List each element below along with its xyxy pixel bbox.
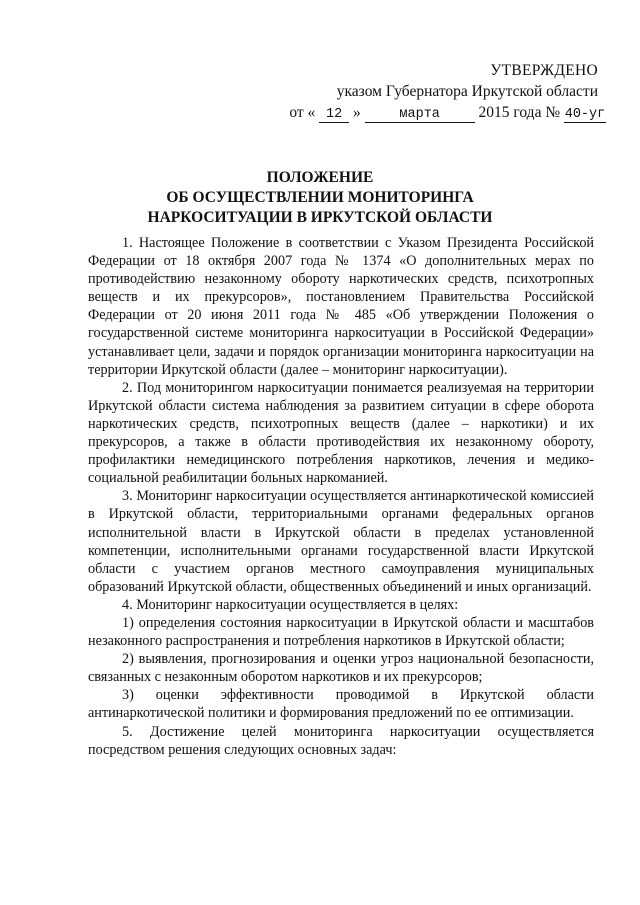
paragraph-4: 4. Мониторинг наркоситуации осуществляется в целях: [122, 596, 459, 613]
date-mid: » [353, 104, 361, 121]
date-prefix: от « [289, 104, 316, 121]
paragraph-4-item-1: 1) определения состояния наркоситуации в Иркутской области и масштабов незаконного распространения и потребления наркотиков в Иркутской области; [88, 614, 594, 650]
heading-line-2: ОБ ОСУЩЕСТВЛЕНИИ МОНИТОРИНГА [166, 189, 474, 206]
paragraph-5: 5. Достижение целей мониторинга наркоситуации осуществляется посредством решения следующих основных задач: [88, 723, 594, 758]
decree-number: 40-уг [564, 107, 606, 122]
date-year: 2015 года № [478, 104, 561, 121]
approval-authority: указом Губернатора Иркутской области [336, 83, 598, 100]
document-heading [0, 168, 640, 228]
paragraph-2: 2. Под мониторингом наркоситуации понимается реализуемая на территории Иркутской области система наблюдения за развитием ситуации в сфере оборота наркотических средств, психотропных веществ (далее – наркотики) и их прекурсоров, а также в области противодействия их незаконному обороту, профилактики немедицинского потребления наркотиков, лечения и медико-социальной реабилитации больных наркоманией. [88, 379, 594, 487]
document-body [88, 234, 594, 759]
heading-line-1: ПОЛОЖЕНИЕ [266, 169, 374, 186]
approval-date-line [276, 102, 606, 123]
paragraph-4-item-3: 3) оценки эффективности проводимой в Иркутской области антинаркотической политики и формирования предложений по ее оптимизации. [88, 687, 594, 722]
paragraph-4-item-2: 2) выявления, прогнозирования и оценки угроз национальной безопасности, связанных с незаконным оборотом наркотиков и их прекурсоров; [88, 651, 594, 686]
paragraph-1: 1. Настоящее Положение в соответствии с Указом Президента Российской Федерации от 18 октября 2007 года № 1374 «О дополнительных мерах по противодействию незаконному обороту наркотических средств, психотропных веществ и их прекурсоров», постановлением Правительства Российской Федерации от 20 июня 2011 года № 485 «Об утверждении Положения о государственной системе мониторинга наркоситуации в Российской Федерации» устанавливает цели, задачи и порядок организации мониторинга наркоситуации на территории Иркутской области (далее – мониторинг наркоситуации). [88, 235, 594, 378]
heading-line-3: НАРКОСИТУАЦИИ В ИРКУТСКОЙ ОБЛАСТИ [147, 209, 493, 226]
approval-stamp [276, 60, 606, 123]
date-month: марта [365, 107, 475, 123]
paragraph-3: 3. Мониторинг наркоситуации осуществляется антинаркотической комиссией в Иркутской области, территориальными органами федеральных органов исполнительной власти в Иркутской области в пределах установленной компетенции, исполнительными органами государственной власти Иркутской области с участием органов местного самоуправления муниципальных образований Иркутской области, общественных объединений и иных организаций. [88, 488, 594, 595]
approval-title: УТВЕРЖДЕНО [490, 62, 598, 79]
date-day: 12 [319, 107, 349, 123]
